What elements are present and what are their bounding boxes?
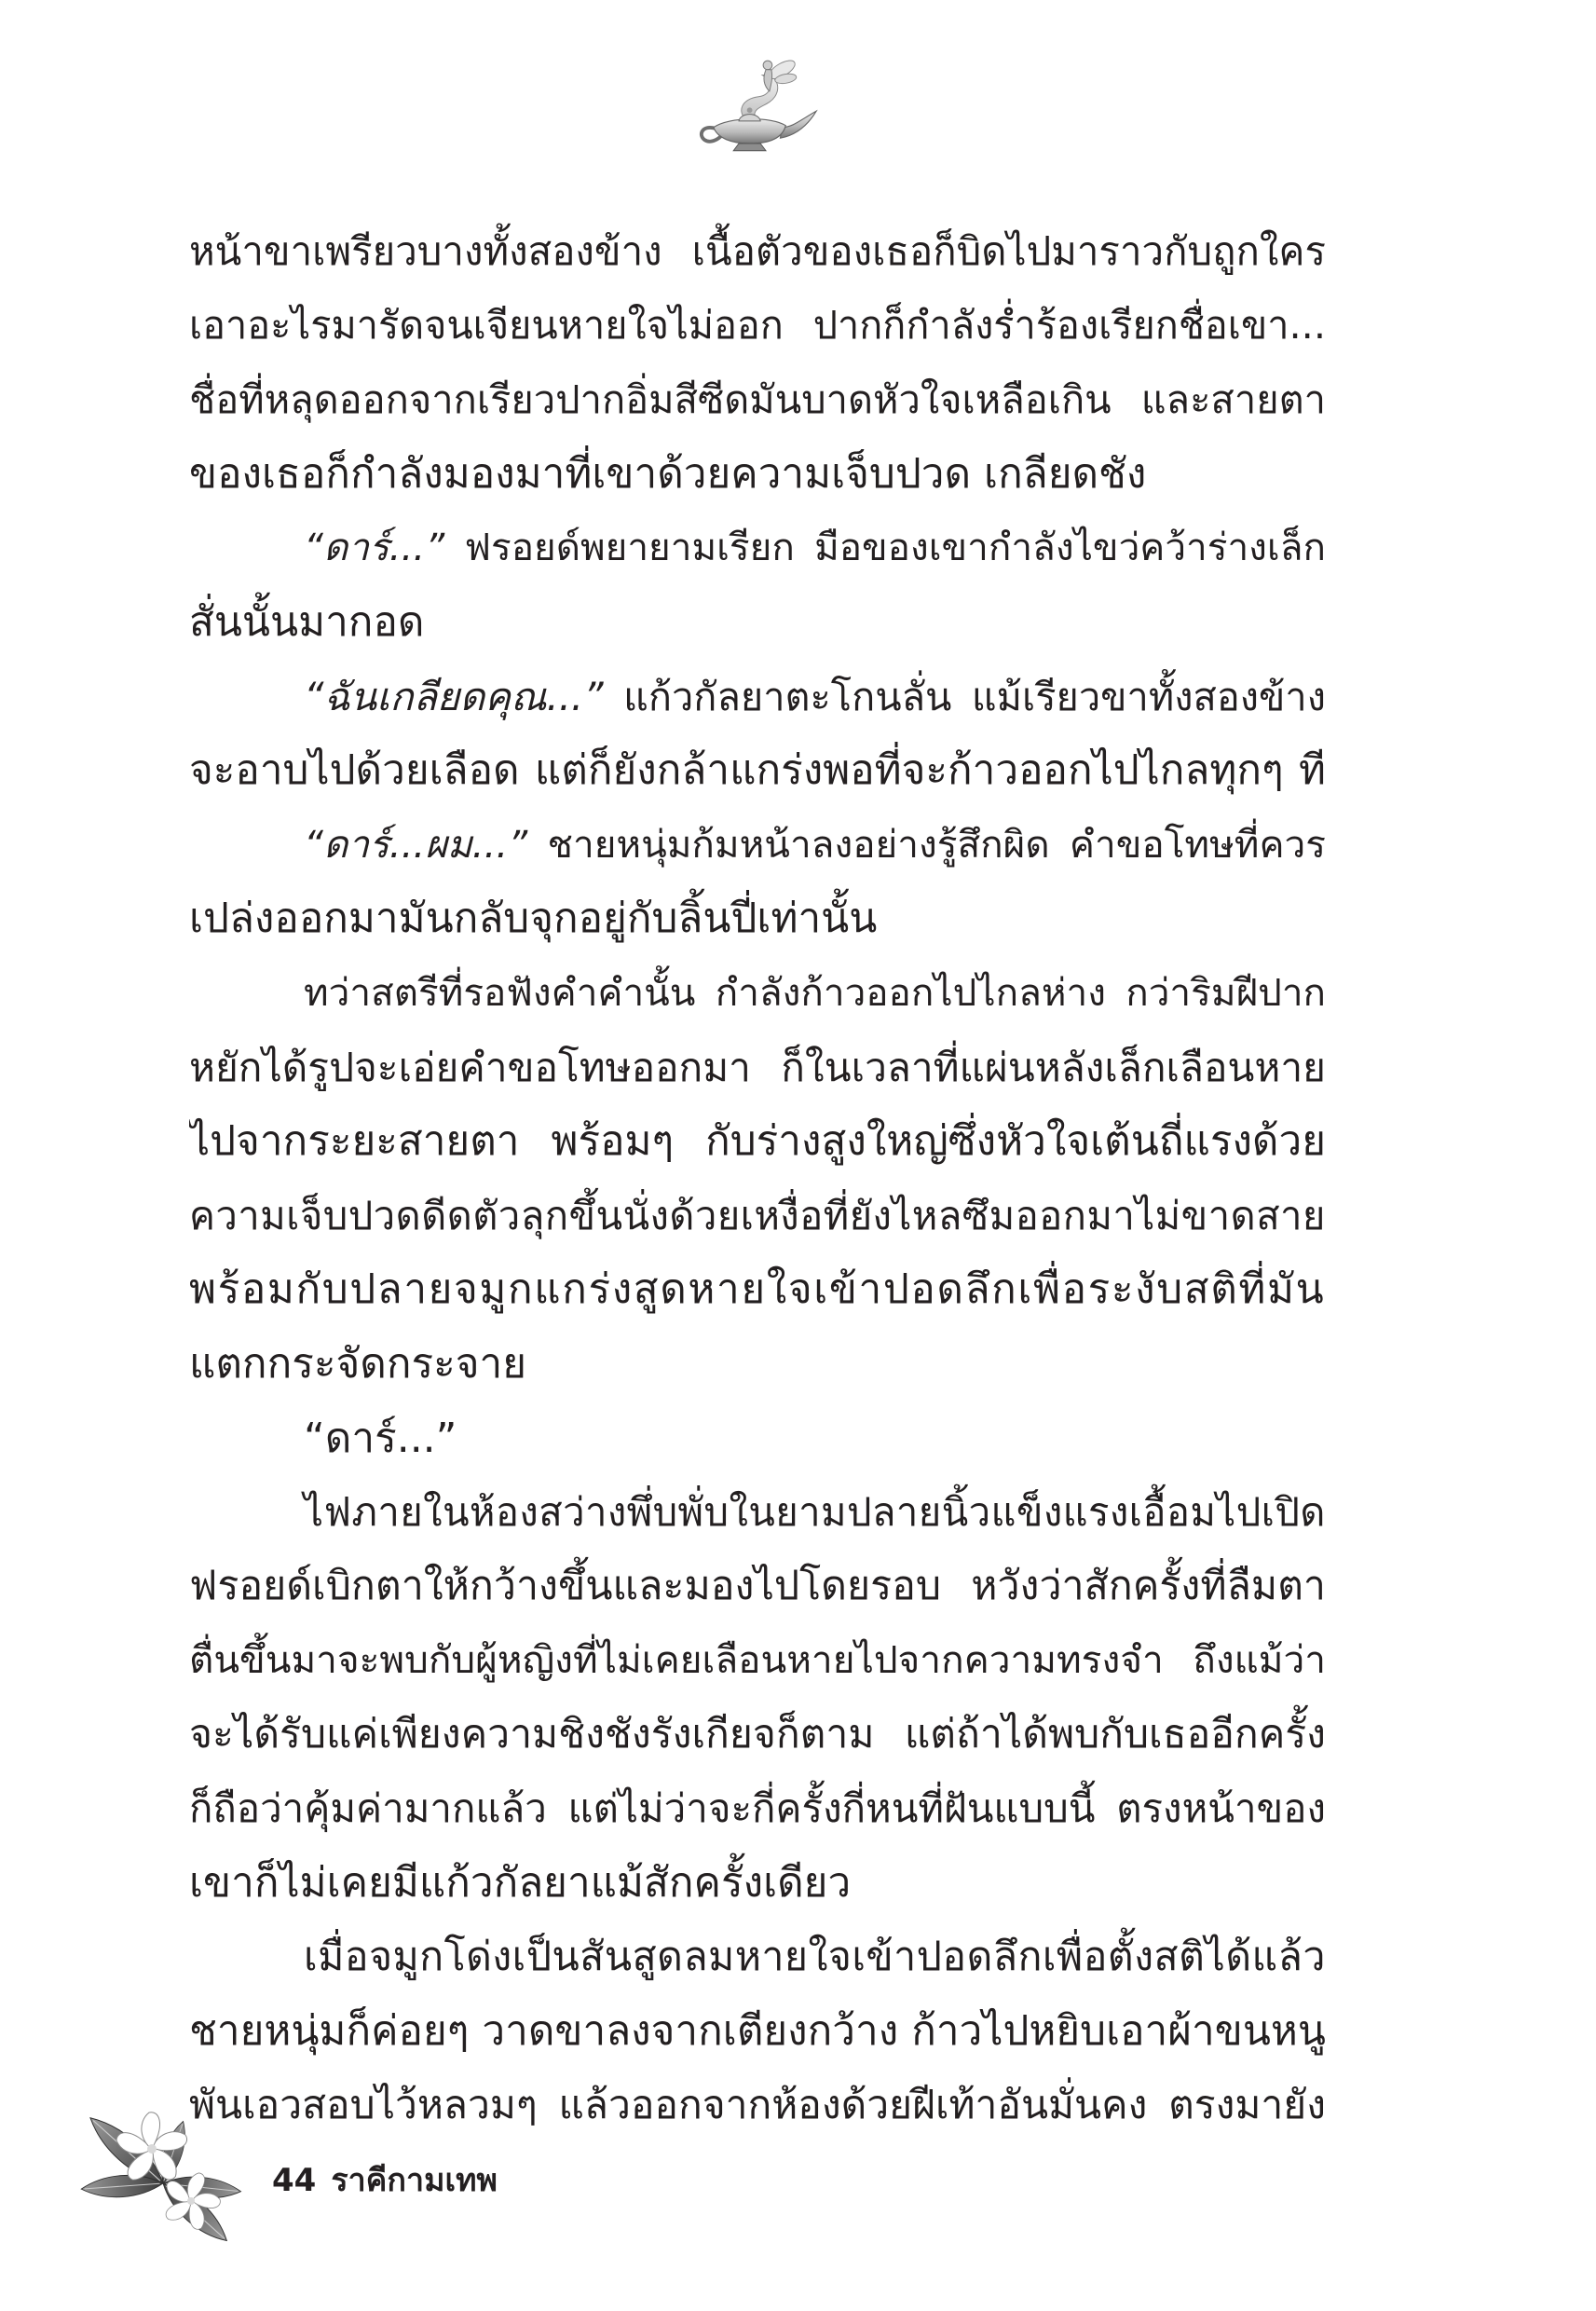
line-text: ไปจากระยะสายตา พร้อมๆ กับร่างสูงใหญ่ซึ่งหัวใจเต้นถี่แรงด้วย bbox=[189, 1117, 1326, 1166]
text-line bbox=[189, 289, 1326, 363]
line-content bbox=[304, 674, 1326, 719]
line-text: สั่นนั้นมากอด bbox=[189, 597, 425, 646]
line-content bbox=[304, 822, 1326, 867]
line-text: ชายหนุ่มก็ค่อยๆ วาดขาลงจากเตียงกว้าง ก้าวไปหยิบเอาผ้าขนหนู bbox=[189, 2007, 1326, 2056]
text-line bbox=[189, 956, 1326, 1031]
line-content bbox=[304, 525, 1326, 569]
line-text: ความเจ็บปวดดีดตัวลุกขึ้นนั่งด้วยเหงื่อที่ยังไหลซึมออกมาไม่ขาดสาย bbox=[189, 1192, 1326, 1238]
text-line bbox=[189, 1252, 1326, 1327]
text-line bbox=[189, 1550, 1326, 1624]
line-text: ทว่าสตรีที่รอฟังคำคำนั้น กำลังก้าวออกไปไกลห่าง กว่าริมฝีปาก bbox=[304, 969, 1326, 1015]
line-text: ชื่อที่หลุดออกจากเรียวปากอิ่มสีซีดมันบาดหัวใจเหลือเกิน และสายตา bbox=[189, 376, 1326, 423]
line-text: ก็ถือว่าคุ้มค่ามากแล้ว แต่ไม่ว่าจะกี่ครั้งกี่หนที่ฝันแบบนี้ ตรงหน้าของ bbox=[189, 1785, 1326, 1832]
text-line bbox=[189, 733, 1326, 808]
page-footer bbox=[272, 2154, 498, 2207]
dialogue-quote: “ดาร์...” bbox=[304, 525, 445, 570]
line-text: จะอาบไปด้วยเลือด แต่ก็ยังกล้าแกร่งพอที่จะก้าวออกไปไกลทุกๆ ที bbox=[189, 746, 1326, 795]
text-line bbox=[189, 1921, 1326, 1995]
line-text: เปล่งออกมามันกลับจุกอยู่กับลิ้นปี่เท่านั้น bbox=[189, 895, 878, 943]
page-number: 44 bbox=[272, 2162, 317, 2199]
line-text: เมื่อจมูกโด่งเป็นสันสูดลมหายใจเข้าปอดลึกเพื่อตั้งสติได้แล้ว bbox=[304, 1933, 1326, 1980]
leaves bbox=[80, 2109, 241, 2249]
book-title: ราคีกามเทพ bbox=[331, 2162, 498, 2199]
line-text: พร้อมกับปลายจมูกแกร่งสูดหายใจเข้าปอดลึกเพื่อระงับสติที่มัน bbox=[189, 1265, 1326, 1314]
line-text: ชายหนุ่มก้มหน้าลงอย่างรู้สึกผิด คำขอโทษที่ควร bbox=[527, 821, 1326, 867]
text-line bbox=[189, 1846, 1326, 1921]
line-text: เขาก็ไม่เคยมีแก้วกัลยาแม้สักครั้งเดียว bbox=[189, 1859, 852, 1908]
line-text: จะได้รับแค่เพียงความชิงชังรังเกียจก็ตาม แต่ถ้าได้พบกับเธออีกครั้ง bbox=[189, 1710, 1326, 1757]
text-line bbox=[189, 437, 1326, 512]
dialogue-quote: “ฉันเกลียดคุณ...” bbox=[304, 673, 604, 719]
text-line bbox=[189, 1994, 1326, 2069]
line-text: ไฟภายในห้องสว่างพึ่บพั่บในยามปลายนิ้วแข็งแรงเอื้อมไปเปิด bbox=[304, 1489, 1326, 1536]
body-text bbox=[189, 214, 1326, 2142]
text-line bbox=[189, 1327, 1326, 1402]
text-line bbox=[189, 1698, 1326, 1772]
line-text: แตกกระจัดกระจาย bbox=[189, 1339, 527, 1388]
text-line bbox=[189, 1623, 1326, 1698]
text-line bbox=[189, 1104, 1326, 1179]
lamp-ornament-icon bbox=[685, 51, 820, 156]
text-line bbox=[189, 1402, 1326, 1476]
lamp-body bbox=[702, 107, 816, 150]
text-line bbox=[189, 511, 1326, 585]
line-text: ฟรอยด์เบิกตาให้กว้างขึ้นและมองไปโดยรอบ หวังว่าสักครั้งที่ลืมตา bbox=[189, 1562, 1326, 1609]
fairy-figure bbox=[763, 57, 798, 91]
text-line bbox=[189, 660, 1326, 734]
text-line bbox=[189, 585, 1326, 660]
text-line bbox=[189, 1031, 1326, 1105]
line-text: “ดาร์...” bbox=[304, 1414, 457, 1462]
text-line bbox=[189, 1475, 1326, 1550]
text-line bbox=[189, 1771, 1326, 1846]
line-text: ของเธอก็กำลังมองมาที่เขาด้วยความเจ็บปวด เกลียดชัง bbox=[189, 449, 1147, 498]
line-text: แก้วกัลยาตะโกนลั่น แม้เรียวขาทั้งสองข้าง bbox=[603, 673, 1326, 719]
text-line bbox=[189, 2069, 1326, 2143]
text-line bbox=[189, 362, 1326, 437]
text-line bbox=[189, 808, 1326, 882]
line-text: ฟรอยด์พยายามเรียก มือของเขากำลังไขว่คว้าร่างเล็ก bbox=[444, 525, 1326, 570]
text-line bbox=[189, 214, 1326, 289]
line-text: พันเอวสอบไว้หลวมๆ แล้วออกจากห้องด้วยฝีเท้าอันมั่นคง ตรงมายัง bbox=[189, 2082, 1326, 2128]
line-text: หยักได้รูปจะเอ่ยคำขอโทษออกมา ก็ในเวลาที่แผ่นหลังเล็กเลือนหาย bbox=[189, 1044, 1326, 1090]
line-text: หน้าขาเพรียวบางทั้งสองข้าง เนื้อตัวของเธอก็บิดไปมาราวกับถูกใคร bbox=[189, 228, 1326, 274]
text-line bbox=[189, 1179, 1326, 1253]
text-line bbox=[189, 882, 1326, 956]
line-text: ตื่นขึ้นมาจะพบกับผู้หญิงที่ไม่เคยเลือนหายไปจากความทรงจำ ถึงแม้ว่า bbox=[189, 1637, 1326, 1683]
dialogue-quote: “ดาร์...ผม...” bbox=[304, 821, 528, 867]
plumeria-flowers-icon bbox=[79, 2085, 247, 2263]
line-text: เอาอะไรมารัดจนเจียนหายใจไม่ออก ปากก็กำลังร่ำร้องเรียกชื่อเขา... bbox=[189, 302, 1326, 348]
